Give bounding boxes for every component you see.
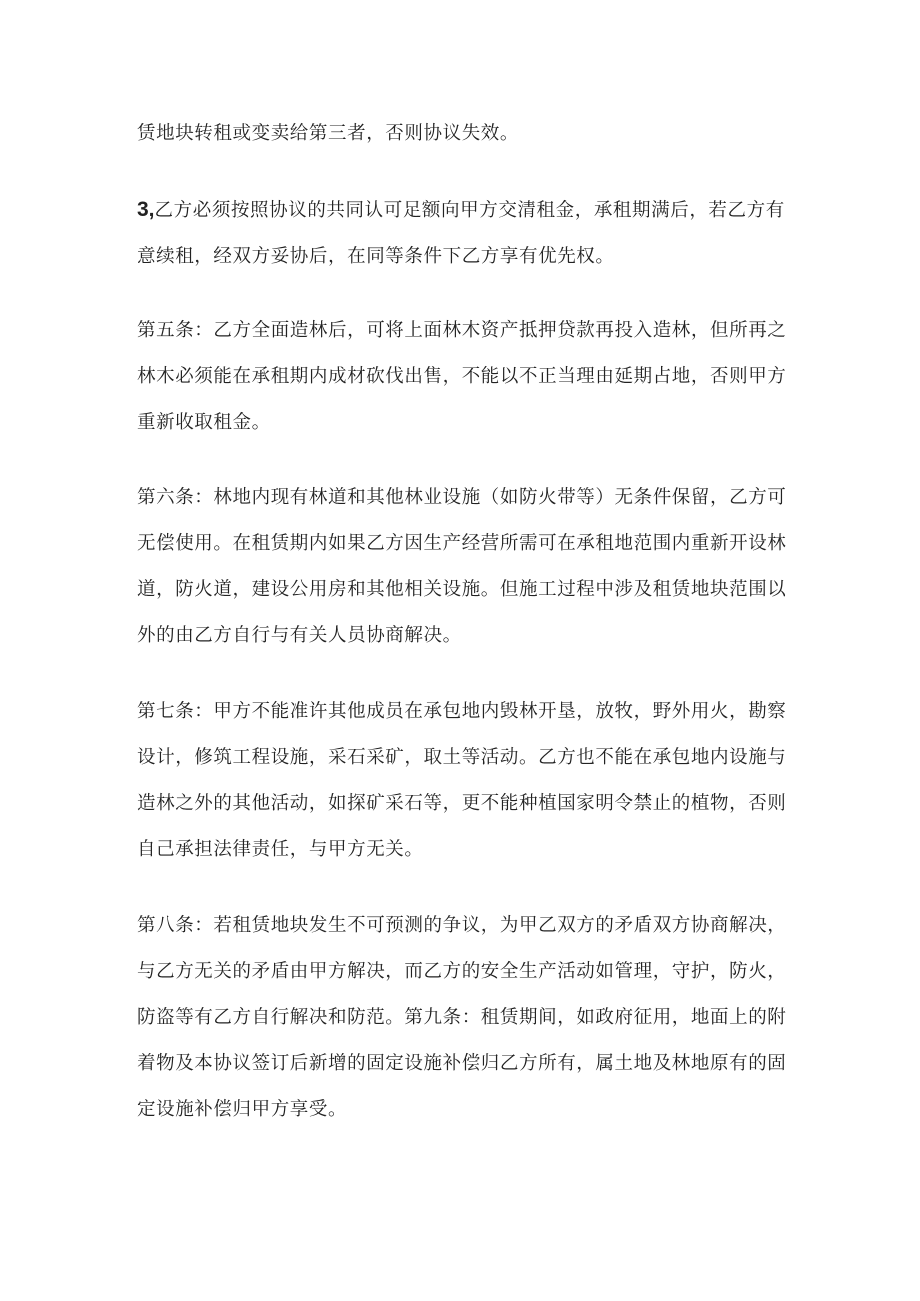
text-line: 第五条：乙方全面造林后，可将上面林木资产抵押贷款再投入造林，但所再之	[137, 320, 787, 341]
paragraph-rent-payment-clause	[137, 187, 787, 280]
text-line-content: 乙方必须按照协议的共同认可足额向甲方交清租金，承租期满后，若乙方有	[154, 200, 785, 221]
paragraph-lease-transfer-clause	[137, 111, 787, 157]
text-line: 无偿使用。在租赁期内如果乙方因生产经营所需可在承租地范围内重新开设林	[137, 533, 787, 554]
text-line: 意续租，经双方妥协后，在同等条件下乙方享有优先权。	[137, 246, 615, 267]
text-line: 道，防火道，建设公用房和其他相关设施。但施工过程中涉及租赁地块范围以	[137, 579, 787, 600]
paragraph-article-5	[137, 308, 787, 446]
paragraph-article-7	[137, 689, 787, 873]
text-line: 与乙方无关的矛盾由甲方解决，而乙方的安全生产活动如管理，守护，防火，	[137, 961, 787, 982]
text-line: 着物及本协议签订后新增的固定设施补偿归乙方所有，属土地及林地原有的固	[137, 1053, 787, 1074]
text-line: 设计，修筑工程设施，采石采矿，取土等活动。乙方也不能在承包地内设施与	[137, 747, 787, 768]
text-line	[137, 187, 787, 234]
text-line: 自己承担法律责任，与甲方无关。	[137, 839, 424, 860]
text-line: 赁地块转租或变卖给第三者，否则协议失效。	[137, 123, 520, 144]
text-line: 第六条：林地内现有林道和其他林业设施（如防火带等）无条件保留，乙方可	[137, 487, 787, 508]
text-line: 第八条：若租赁地块发生不可预测的争议，为甲乙双方的矛盾双方协商解决，	[137, 915, 787, 936]
text-line: 防盗等有乙方自行解决和防范。第九条：租赁期间，如政府征用，地面上的附	[137, 1007, 787, 1028]
paragraph-article-6	[137, 475, 787, 659]
text-line: 造林之外的其他活动，如探矿采石等，更不能种植国家明令禁止的植物，否则	[137, 793, 787, 814]
text-line: 定设施补偿归甲方享受。	[137, 1099, 348, 1120]
paragraph-article-8-9	[137, 903, 787, 1133]
text-line: 重新收取租金。	[137, 412, 271, 433]
text-line: 林木必须能在承租期内成材砍伐出售，不能以不正当理由延期占地，否则甲方	[137, 366, 787, 387]
clause-number: 3,	[137, 198, 155, 221]
text-line: 第七条：甲方不能准许其他成员在承包地内毁林开垦，放牧，野外用火，勘察	[137, 701, 787, 722]
text-line: 外的由乙方自行与有关人员协商解决。	[137, 625, 462, 646]
